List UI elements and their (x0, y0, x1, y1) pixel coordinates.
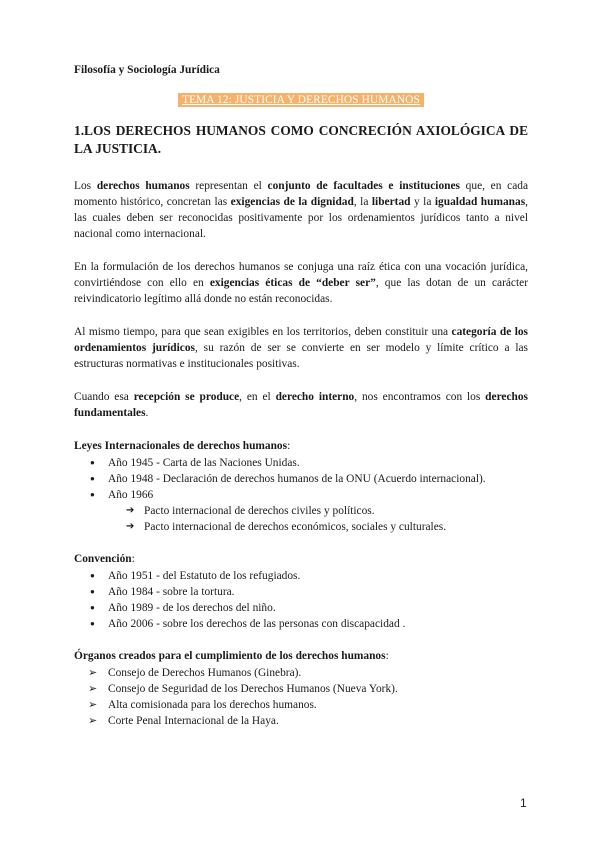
text: , que las dotan de un carácter reivindicatorio legítimo allá donde no están reconocidas. (74, 277, 528, 305)
list-item: ● Año 1945 - Carta de las Naciones Unidas. (74, 455, 528, 471)
colon: : (131, 553, 135, 565)
paragraph-4 (74, 389, 528, 421)
bold-text: igualdad humanas (434, 196, 526, 208)
colon: : (385, 650, 389, 662)
tema-title: TEMA 12: JUSTICIA Y DERECHOS HUMANOS (178, 93, 424, 107)
organos-section (74, 648, 528, 729)
colon: : (287, 440, 291, 452)
text: Cuando esa (74, 391, 134, 403)
list-item: ● Año 1948 - Declaración de derechos humanos de la ONU (Acuerdo internacional). (74, 471, 528, 487)
list-item: ● Año 1966 (74, 487, 528, 503)
text: y la (410, 196, 435, 208)
list-item: ➢ Consejo de Seguridad de los Derechos Humanos (Nueva York). (74, 681, 528, 697)
page-number: 1 (520, 796, 527, 810)
list-item: ● Año 1951 - del Estatuto de los refugiados. (74, 568, 528, 584)
list-item: ● Año 1989 - de los derechos del niño. (74, 600, 528, 616)
list-item: ● Año 2006 - sobre los derechos de las personas con discapacidad . (74, 616, 528, 632)
leyes-sublist (74, 503, 528, 535)
text: que, en cada momento histórico, concretan las (74, 180, 529, 208)
text: , nos encontramos con los (354, 391, 486, 403)
organos-heading-text: Órganos creados para el cumplimiento de los derechos humanos (74, 650, 386, 662)
paragraph-3 (74, 324, 528, 372)
leyes-list (74, 455, 528, 503)
bold-text: libertad (371, 196, 411, 208)
subject-title: Filosofía y Sociología Jurídica (74, 64, 220, 76)
bold-text: recepción se produce (133, 391, 240, 403)
text: Los (74, 180, 97, 192)
text: , en el (239, 391, 276, 403)
tema-title-wrap (74, 92, 528, 108)
text: En la formulación de los derechos humanos se conjuga una raíz ética con una vocación jurídica, convirtiéndose con ello en (74, 261, 528, 289)
leyes-heading-text: Leyes Internacionales de derechos humanos (74, 440, 288, 452)
text: , su razón de ser se convierte en ser modelo y límite crítico a las estructuras normativas e institucionales positivas. (74, 342, 528, 370)
text: Al mismo tiempo, para que sean exigibles en los territorios, deben constituir una (74, 326, 452, 338)
list-item: ➢ Corte Penal Internacional de la Haya. (74, 713, 528, 729)
text: , la (353, 196, 372, 208)
list-item: ➢ Consejo de Derechos Humanos (Ginebra). (74, 665, 528, 681)
text: , las cuales deben ser reconocidas positivamente por los ordenamientos jurídicos tanto a nivel nacional como internacional. (74, 196, 528, 240)
leyes-heading (74, 438, 528, 454)
convencion-heading (74, 551, 528, 567)
document-page (74, 62, 528, 745)
list-item: ➢ Alta comisionada para los derechos humanos. (74, 697, 528, 713)
section-title: 1.LOS DERECHOS HUMANOS COMO CONCRECIÓN AXIOLÓGICA DE LA JUSTICIA. (74, 123, 528, 156)
bold-text: categoría de los ordenamientos jurídicos (74, 326, 528, 354)
paragraph-1 (74, 178, 528, 242)
text: representan el (189, 180, 268, 192)
text: . (145, 407, 149, 419)
organos-list (74, 665, 528, 729)
list-item: ➔ Pacto internacional de derechos económicos, sociales y culturales. (74, 519, 528, 535)
bold-text: conjunto de facultades e instituciones (267, 180, 460, 192)
bold-text: exigencias de la dignidad (230, 196, 354, 208)
organos-heading (74, 648, 528, 664)
list-item: ➔ Pacto internacional de derechos civiles y políticos. (74, 503, 528, 519)
bold-text: derechos fundamentales (74, 391, 528, 419)
list-item: ● Año 1984 - sobre la tortura. (74, 584, 528, 600)
leyes-section (74, 438, 528, 535)
convencion-heading-text: Convención (74, 553, 132, 565)
bold-text: derechos humanos (96, 180, 190, 192)
convencion-section (74, 551, 528, 632)
convencion-list (74, 568, 528, 632)
bold-text: exigencias éticas de “deber ser” (209, 277, 376, 289)
bold-text: derecho interno (275, 391, 355, 403)
paragraph-2 (74, 259, 528, 307)
